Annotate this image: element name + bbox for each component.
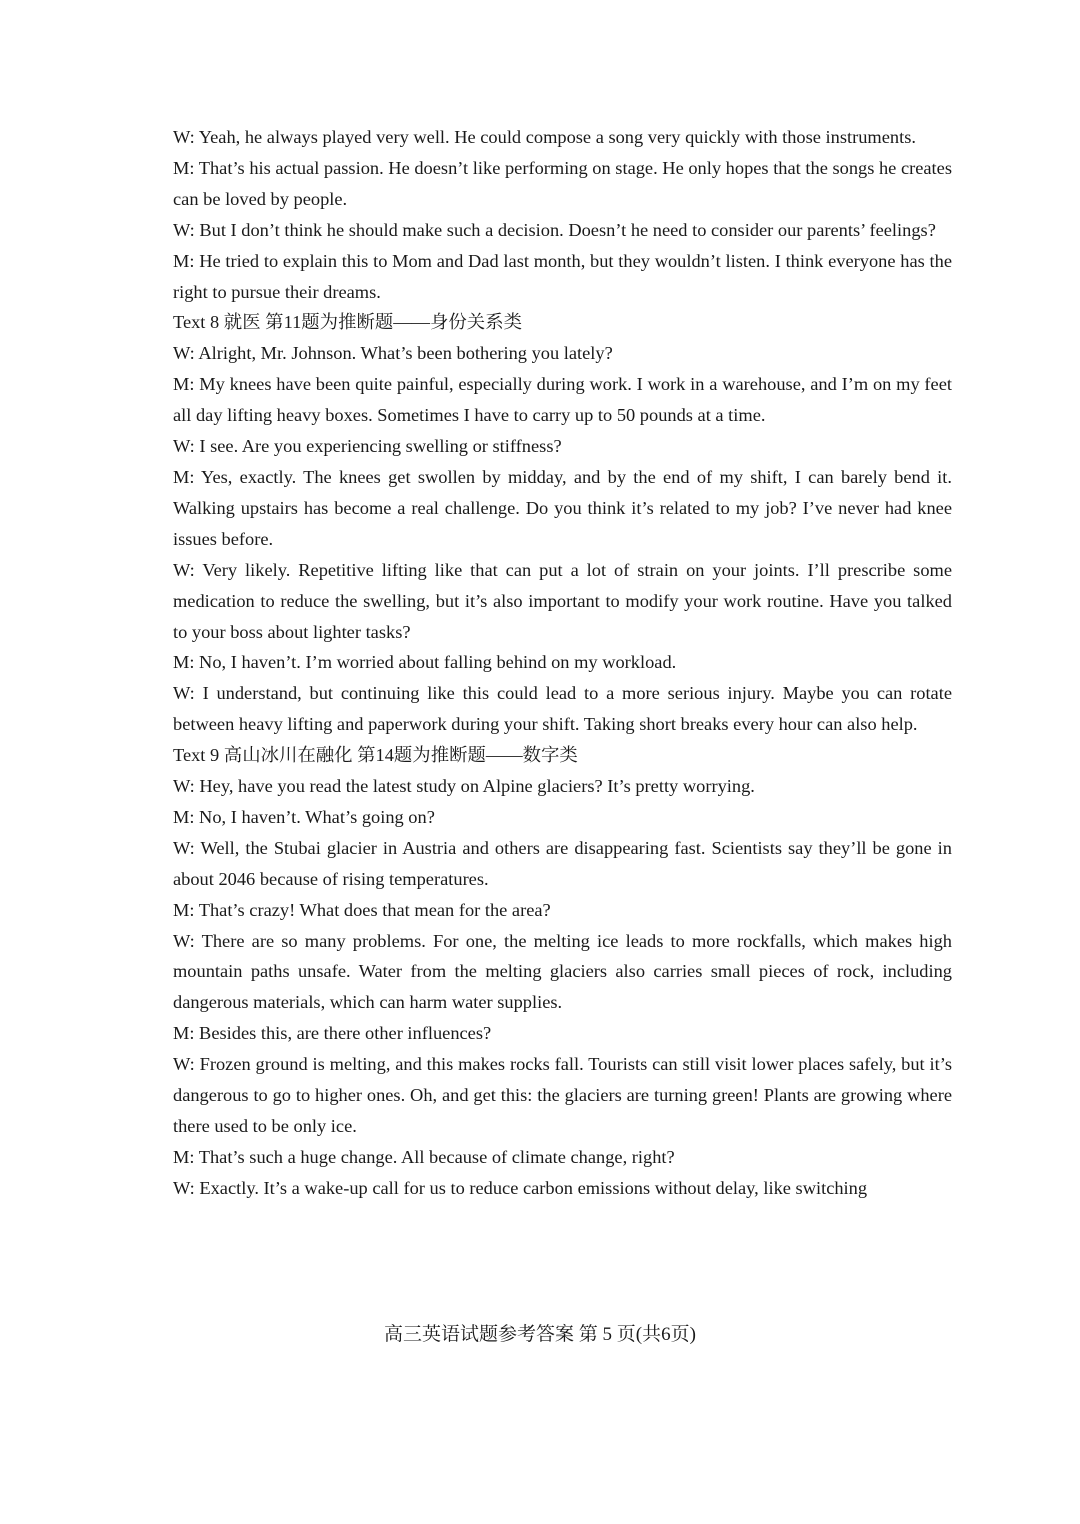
dialogue-line: W: There are so many problems. For one, the melting ice leads to more rockfalls, which makes high mountain paths unsafe. Water from the melting glaciers also carries small pieces of rock, including dangerous materials, which can harm water supplies. — [173, 930, 952, 1013]
page-footer: 高三英语试题参考答案 第 5 页(共6页) — [384, 1324, 696, 1345]
dialogue-line: M: Besides this, are there other influences? — [173, 1023, 492, 1044]
dialogue-line: M: That’s such a huge change. All because of climate change, right? — [173, 1146, 675, 1167]
dialogue-line: W: But I don’t think he should make such a decision. Doesn’t he need to consider our parents’ feelings? — [173, 219, 936, 240]
dialogue-line: M: Yes, exactly. The knees get swollen by midday, and by the end of my shift, I can barely bend it. Walking upstairs has become a real challenge. Do you think it’s related to my job? I’ve never had knee issues before. — [173, 466, 952, 549]
dialogue-line: M: That’s his actual passion. He doesn’t like performing on stage. He only hopes that the songs he creates can be loved by people. — [173, 157, 952, 209]
dialogue-line: W: Very likely. Repetitive lifting like that can put a lot of strain on your joints. I’ll prescribe some medication to reduce the swelling, but it’s also important to modify your work routine. Have you talked to your boss about lighter tasks? — [173, 559, 952, 642]
dialogue-line: W: Exactly. It’s a wake-up call for us to reduce carbon emissions without delay, like switching — [173, 1177, 868, 1198]
listening-transcript — [173, 122, 952, 1204]
text-8-heading: Text 8 就医 第11题为推断题——身份关系类 — [173, 312, 522, 333]
dialogue-line: M: My knees have been quite painful, especially during work. I work in a warehouse, and I’m on my feet all day lifting heavy boxes. Sometimes I have to carry up to 50 pounds at a time. — [173, 374, 952, 426]
dialogue-line: W: Alright, Mr. Johnson. What’s been bothering you lately? — [173, 343, 613, 364]
dialogue-line: W: Yeah, he always played very well. He could compose a song very quickly with those instruments. — [173, 127, 916, 147]
dialogue-line: M: No, I haven’t. I’m worried about falling behind on my workload. — [173, 652, 677, 673]
dialogue-line: M: No, I haven’t. What’s going on? — [173, 806, 435, 827]
text-9-heading: Text 9 高山冰川在融化 第14题为推断题——数字类 — [173, 745, 578, 766]
dialogue-line: W: I see. Are you experiencing swelling or stiffness? — [173, 436, 562, 457]
dialogue-line: M: That’s crazy! What does that mean for the area? — [173, 899, 551, 920]
dialogue-line: W: Frozen ground is melting, and this makes rocks fall. Tourists can still visit lower places safely, but it’s dangerous to go to higher ones. Oh, and get this: the glaciers are turning green! Plants are growing where there used to be only ice. — [173, 1054, 952, 1136]
dialogue-line: M: He tried to explain this to Mom and Dad last month, but they wouldn’t listen. I think everyone has the right to pursue their dreams. — [173, 250, 952, 302]
dialogue-line: W: Hey, have you read the latest study on Alpine glaciers? It’s pretty worrying. — [173, 776, 755, 797]
dialogue-line: W: Well, the Stubai glacier in Austria and others are disappearing fast. Scientists say they’ll be gone in about 2046 because of rising temperatures. — [173, 837, 952, 889]
dialogue-line: W: I understand, but continuing like this could lead to a more serious injury. Maybe you can rotate between heavy lifting and paperwork during your shift. Taking short breaks every hour can also help. — [173, 683, 952, 735]
